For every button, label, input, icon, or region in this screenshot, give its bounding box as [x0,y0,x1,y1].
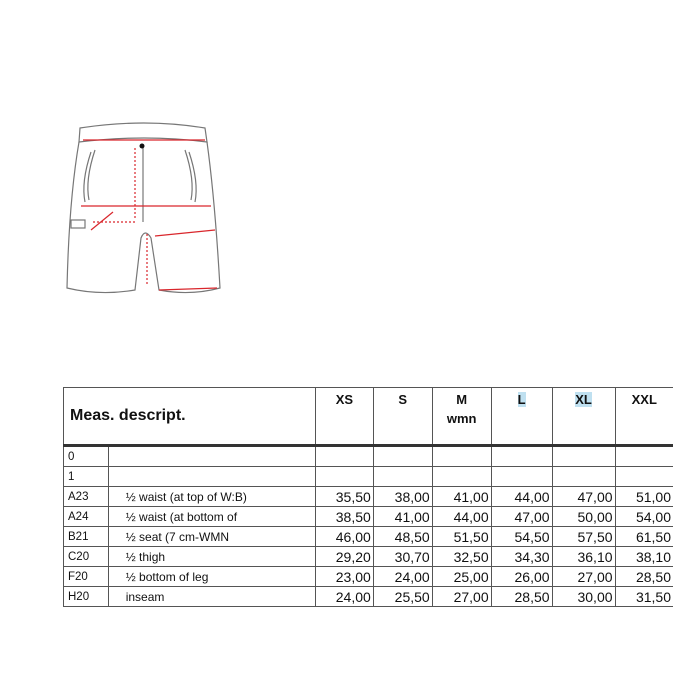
measurement-description: ½ thigh [108,547,315,567]
measurement-value: 24,00 [373,567,432,587]
size-header-m: M wmn [432,388,491,446]
measurement-value: 31,50 [615,587,673,607]
header-row [64,388,674,446]
measurement-value: 28,50 [615,567,673,587]
measurement-description: ½ waist (at bottom of [108,507,315,527]
measurement-value: 30,00 [552,587,615,607]
size-chart-table [63,387,673,607]
table-row: 1 [64,467,674,487]
measurement-value: 47,00 [491,507,552,527]
table-row [64,487,674,507]
measurement-value: 29,20 [315,547,373,567]
table-row [64,587,674,607]
measurement-description: ½ waist (at top of W:B) [108,487,315,507]
side-pocket [71,220,85,228]
table-row [64,527,674,547]
measurement-value: 48,50 [373,527,432,547]
measurement-value: 35,50 [315,487,373,507]
table-row [64,547,674,567]
thigh-line [155,230,215,236]
table-row [64,507,674,527]
measurement-description: ½ bottom of leg [108,567,315,587]
measurement-value: 57,50 [552,527,615,547]
size-header-s: S [373,388,432,446]
bottom-leg-line [159,288,217,290]
measurement-value: 25,00 [432,567,491,587]
measurement-description: ½ seat (7 cm-WMN [108,527,315,547]
measurement-code: A24 [64,507,109,527]
measurement-value: 41,00 [373,507,432,527]
measurement-value: 27,00 [432,587,491,607]
table-row: 0 [64,446,674,467]
measurement-description: inseam [108,587,315,607]
measurement-value: 38,10 [615,547,673,567]
measurement-code: H20 [64,587,109,607]
table-title: Meas. descript. [64,388,316,446]
measurement-value: 34,30 [491,547,552,567]
measurement-code: C20 [64,547,109,567]
measurement-value: 38,50 [315,507,373,527]
waistband [79,123,207,142]
measurement-value: 32,50 [432,547,491,567]
measurement-value: 25,50 [373,587,432,607]
measurement-value: 44,00 [432,507,491,527]
size-header-xxl: XXL [615,388,673,446]
measurement-value: 28,50 [491,587,552,607]
measurement-value: 54,00 [615,507,673,527]
measurement-value: 50,00 [552,507,615,527]
measurement-value: 51,00 [615,487,673,507]
measurement-code: F20 [64,567,109,587]
measurement-value: 36,10 [552,547,615,567]
measurement-value: 61,50 [615,527,673,547]
measurement-value: 26,00 [491,567,552,587]
measurement-value: 46,00 [315,527,373,547]
measurement-value: 51,50 [432,527,491,547]
measurement-value: 41,00 [432,487,491,507]
measurement-value: 30,70 [373,547,432,567]
measurement-code: A23 [64,487,109,507]
shorts-measurement-diagram [55,110,240,310]
seat-line [91,212,113,230]
measurement-value: 24,00 [315,587,373,607]
measurement-value: 47,00 [552,487,615,507]
measurement-value: 27,00 [552,567,615,587]
size-header-xs: XS [315,388,373,446]
table-row [64,567,674,587]
size-header-l: L [491,388,552,446]
measurement-value: 44,00 [491,487,552,507]
measurement-value: 38,00 [373,487,432,507]
measurement-value: 54,50 [491,527,552,547]
button-icon [140,144,145,149]
size-header-xl: XL [552,388,615,446]
measurement-value: 23,00 [315,567,373,587]
measurement-code: B21 [64,527,109,547]
